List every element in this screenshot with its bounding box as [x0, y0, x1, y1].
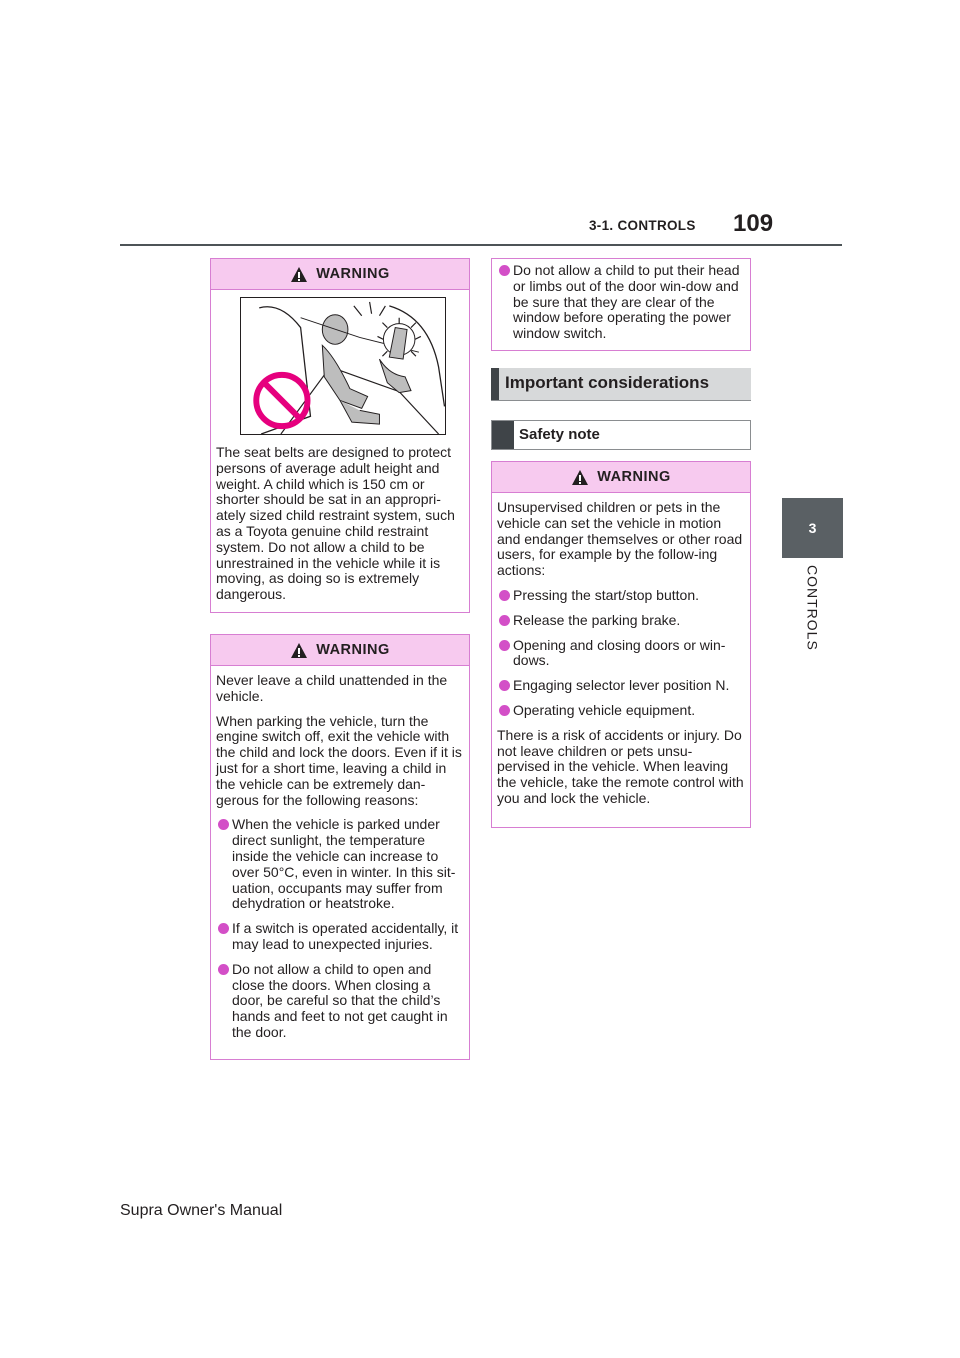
bullet-item: Do not allow a child to put their head or limbs out of the door win-dow and be sure that they are clear of the window before operating the power window switch. — [497, 263, 745, 342]
bullet-item: Release the parking brake. — [497, 613, 745, 629]
child-unrestrained-illustration — [240, 297, 446, 435]
warning-box-continued — [491, 258, 751, 351]
section-title: Important considerations — [505, 373, 710, 392]
subsection-title-bar — [491, 420, 751, 450]
warning-text: The seat belts are designed to protect persons of average adult height and weight. A child which is 150 cm or shorter should be sat in an appropri-ately sized child restraint system, such as a Toyota genuine child restraint system. Do not allow a child to be unrestrained in the vehicle while it is moving, as doing so is extremely dangerous. — [216, 444, 455, 603]
warning-box-unsupervised — [491, 461, 751, 828]
chapter-tab[interactable]: 3 — [782, 498, 843, 558]
subsection-title-accent — [492, 421, 514, 449]
warning-header — [211, 635, 469, 666]
warning-triangle-icon — [290, 266, 308, 283]
section-title-bar — [491, 368, 751, 401]
bullet-item: Do not allow a child to open and close the doors. When closing a door, be careful so that the child’s hands and feet to not get caught in the door. — [216, 962, 464, 1041]
subsection-title: Safety note — [519, 426, 600, 443]
warning-header — [492, 462, 750, 493]
warning-triangle-icon — [571, 469, 589, 486]
chapter-label — [782, 565, 843, 685]
bullet-item: Engaging selector lever position N. — [497, 678, 745, 694]
bullet-item: Operating vehicle equipment. — [497, 703, 745, 719]
warning-closing: There is a risk of accidents or injury. Do not leave children or pets unsu-pervised in the vehicle. When leaving the vehicle, take the remote control with you and lock the vehicle. — [497, 726, 744, 806]
bullet-item: If a switch is operated accidentally, it may lead to unexpected injuries. — [216, 921, 464, 953]
page-number: 109 — [733, 210, 774, 237]
bullet-item: When the vehicle is parked under direct sunlight, the temperature inside the vehicle can increase to over 50°C, even in winter. In this sit-uation, occupants may suffer from dehydration or heatstroke. — [216, 817, 464, 912]
warning-paragraph: Never leave a child unattended in the vehicle. — [216, 672, 448, 704]
manual-title-footer: Supra Owner's Manual — [120, 1202, 283, 1219]
warning-header — [211, 259, 469, 290]
warning-box-seatbelt — [210, 258, 470, 613]
warning-title: WARNING — [597, 469, 671, 485]
warning-box-unattended-child — [210, 634, 470, 1060]
bullet-item: Pressing the start/stop button. — [497, 588, 745, 604]
warning-title: WARNING — [316, 266, 390, 282]
bullet-item: Opening and closing doors or win-dows. — [497, 638, 745, 670]
chapter-label-text: CONTROLS — [804, 565, 821, 651]
section-title-accent — [491, 368, 499, 400]
header-divider — [120, 244, 842, 246]
warning-triangle-icon — [290, 642, 308, 659]
warning-paragraph: When parking the vehicle, turn the engine switch off, exit the vehicle with the child and lock the doors. Even if it is just for a short time, leaving a child in the vehicle can be extremely dan-gerous for the following reasons: — [216, 712, 462, 808]
warning-title: WARNING — [316, 642, 390, 658]
section-header: 3-1. CONTROLS — [589, 218, 696, 233]
warning-intro: Unsupervised children or pets in the vehicle can set the vehicle in motion and endanger themselves or other road users, for example by the follow-ing actions: — [497, 499, 743, 579]
